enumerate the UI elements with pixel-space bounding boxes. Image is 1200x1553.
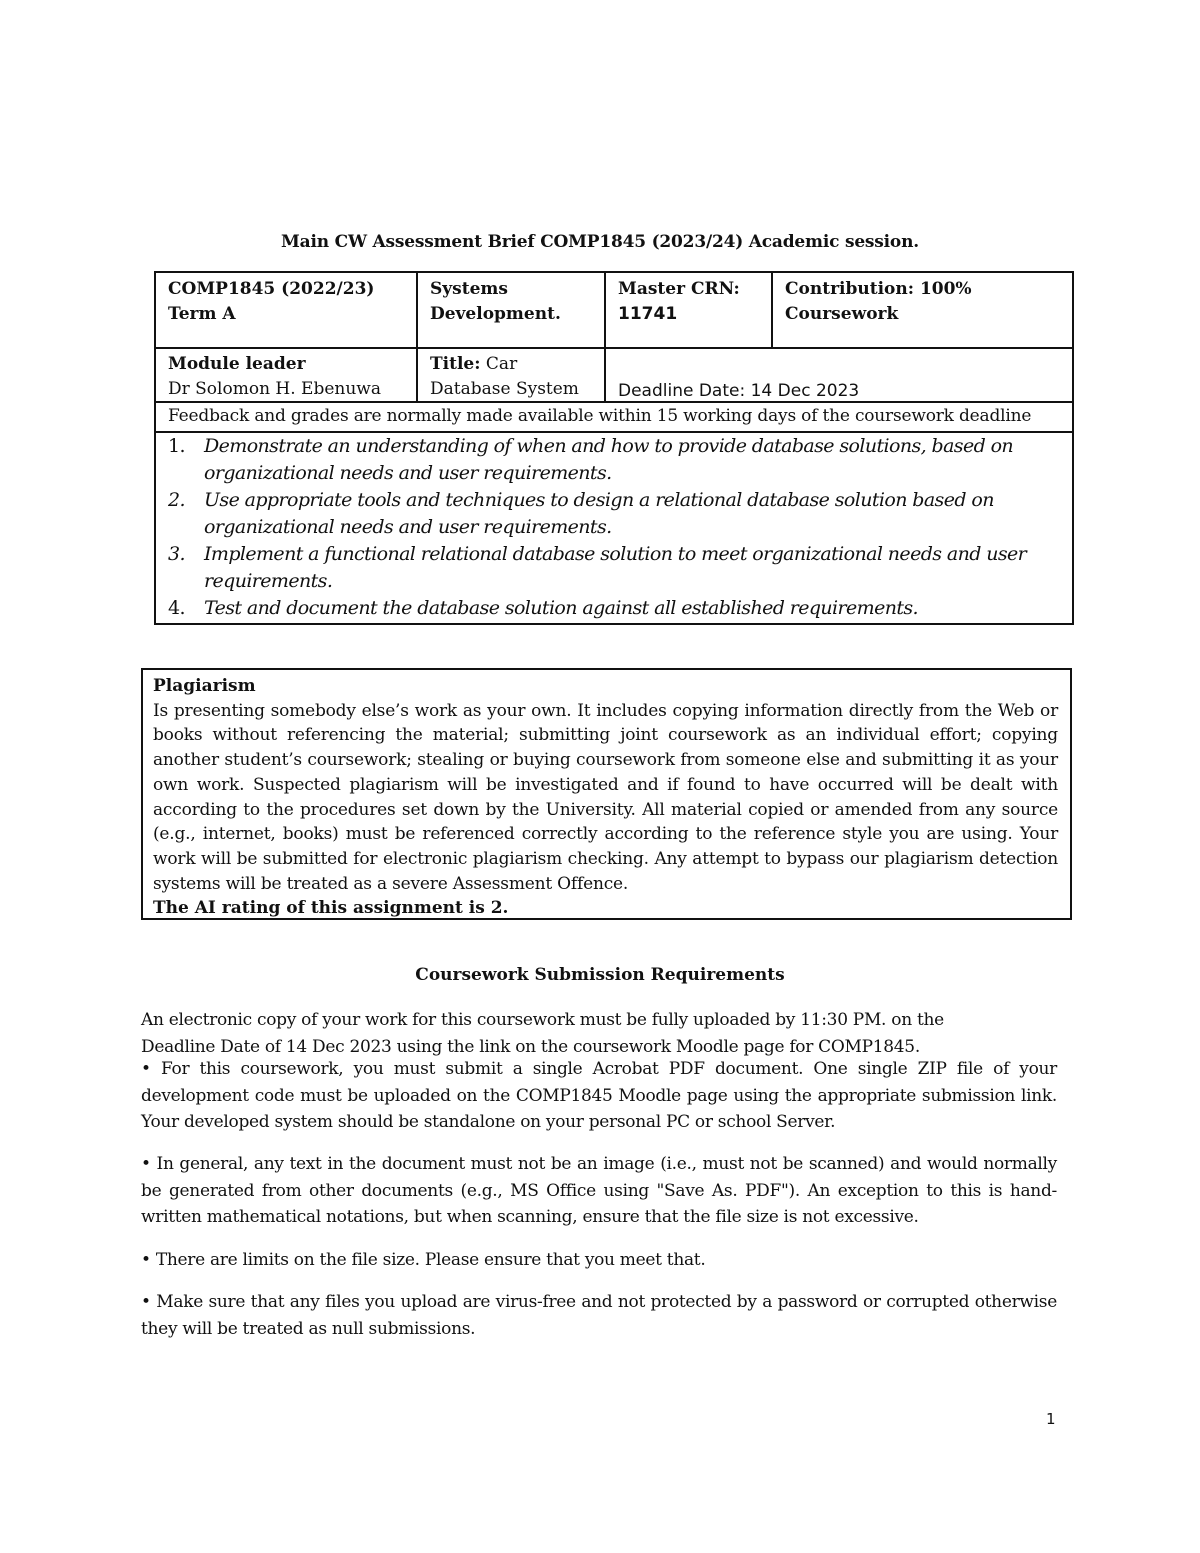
submission-heading: Coursework Submission Requirements <box>415 965 785 985</box>
submission-intro-line: An electronic copy of your work for this coursework must be fully uploaded by 11:30 PM. on the <box>141 1010 944 1030</box>
contribution-cell <box>773 273 1072 331</box>
feedback-note: Feedback and grades are normally made available within 15 working days of the coursework deadline <box>168 406 1032 426</box>
list-item <box>156 595 1072 622</box>
outcome-text: Demonstrate an understanding of when and how to provide database solutions, based on organizational needs and user requirements. <box>204 435 1014 484</box>
page-number: 1 <box>1046 1410 1056 1428</box>
module-code: COMP1845 (2022/23) <box>168 279 375 299</box>
ai-rating: The AI rating of this assignment is 2. <box>153 898 509 919</box>
module-name-line: Systems <box>430 279 508 299</box>
crn-value: 11741 <box>618 304 678 324</box>
outcome-number: 1. <box>168 435 185 457</box>
module-leader-label: Module leader <box>168 354 306 374</box>
crn-cell <box>606 273 771 331</box>
outcome-number: 2. <box>168 489 185 511</box>
module-code-cell <box>156 273 416 331</box>
submission-intro-line: Deadline Date of 14 Dec 2023 using the link on the coursework Moodle page for COMP1845. <box>141 1036 920 1057</box>
deadline-date: Deadline Date: 14 Dec 2023 <box>618 381 860 401</box>
assignment-title-value: Database System <box>430 379 579 399</box>
crn-label: Master CRN: <box>618 279 740 299</box>
plagiarism-heading: Plagiarism <box>153 676 256 696</box>
page-title: Main CW Assessment Brief COMP1845 (2023/24) Academic session. <box>281 232 919 252</box>
outcome-text: Implement a functional relational database solution to meet organizational needs and user requirements. <box>204 543 1027 592</box>
plagiarism-box <box>141 668 1072 920</box>
submission-intro <box>141 1007 1057 1060</box>
module-leader-name: Dr Solomon H. Ebenuwa <box>168 379 381 399</box>
contribution-line: Coursework <box>785 304 899 324</box>
submission-bullet-text: • In general, any text in the document must not be an image (i.e., must not be scanned) and would normally be generated from other documents (e.g., MS Office using "Save As. PDF"). An exception to this is hand-written mathematical notations, but when scanning, ensure that the file size is not excessive. <box>141 1154 1057 1227</box>
submission-bullet-virus: • Make sure that any files you upload are virus-free and not protected by a password or corrupted otherwise they will be treated as null submissions. <box>141 1292 1057 1339</box>
module-name-cell <box>418 273 604 331</box>
assignment-title-cell <box>418 348 604 406</box>
learning-outcomes-list <box>156 433 1072 622</box>
outcome-number: 3. <box>168 543 185 565</box>
module-info-table <box>154 271 1074 625</box>
assignment-title-value: Car <box>485 354 518 374</box>
list-item <box>156 433 1072 487</box>
submission-bullet-pdf: • For this coursework, you must submit a single Acrobat PDF document. One single ZIP file of your development code must be uploaded on the COMP1845 Moodle page using the appropriate submission link. Your developed system should be standalone on your personal PC or school Server. <box>141 1059 1057 1132</box>
outcome-text: Use appropriate tools and techniques to design a relational database solution based on organizational needs and user requirements. <box>204 489 994 538</box>
list-item <box>156 541 1072 595</box>
plagiarism-body: Is presenting somebody else’s work as your own. It includes copying information directly from the Web or books without referencing the material; submitting joint coursework as an individual effort; copying another student’s coursework; stealing or buying coursework from someone else and submitting it as your own work. Suspected plagiarism will be investigated and if found to have occurred will be dealt with according to the procedures set down by the University. All material copied or amended from any source (e.g., internet, books) must be referenced correctly according to the reference style you are using. Your work will be submitted for electronic plagiarism checking. Any attempt to bypass our plagiarism detection systems will be treated as a severe Assessment Offence. <box>153 700 1058 894</box>
outcome-number: 4. <box>168 597 185 619</box>
list-item <box>156 487 1072 541</box>
module-term: Term A <box>168 304 236 324</box>
contribution-line: Contribution: 100% <box>785 279 972 299</box>
assignment-title-label: Title: <box>430 354 481 374</box>
submission-bullet-size: • There are limits on the file size. Please ensure that you meet that. <box>141 1250 706 1270</box>
module-leader-cell <box>156 348 416 406</box>
outcome-text: Test and document the database solution against all established requirements. <box>204 597 918 619</box>
module-name-line: Development. <box>430 304 561 324</box>
